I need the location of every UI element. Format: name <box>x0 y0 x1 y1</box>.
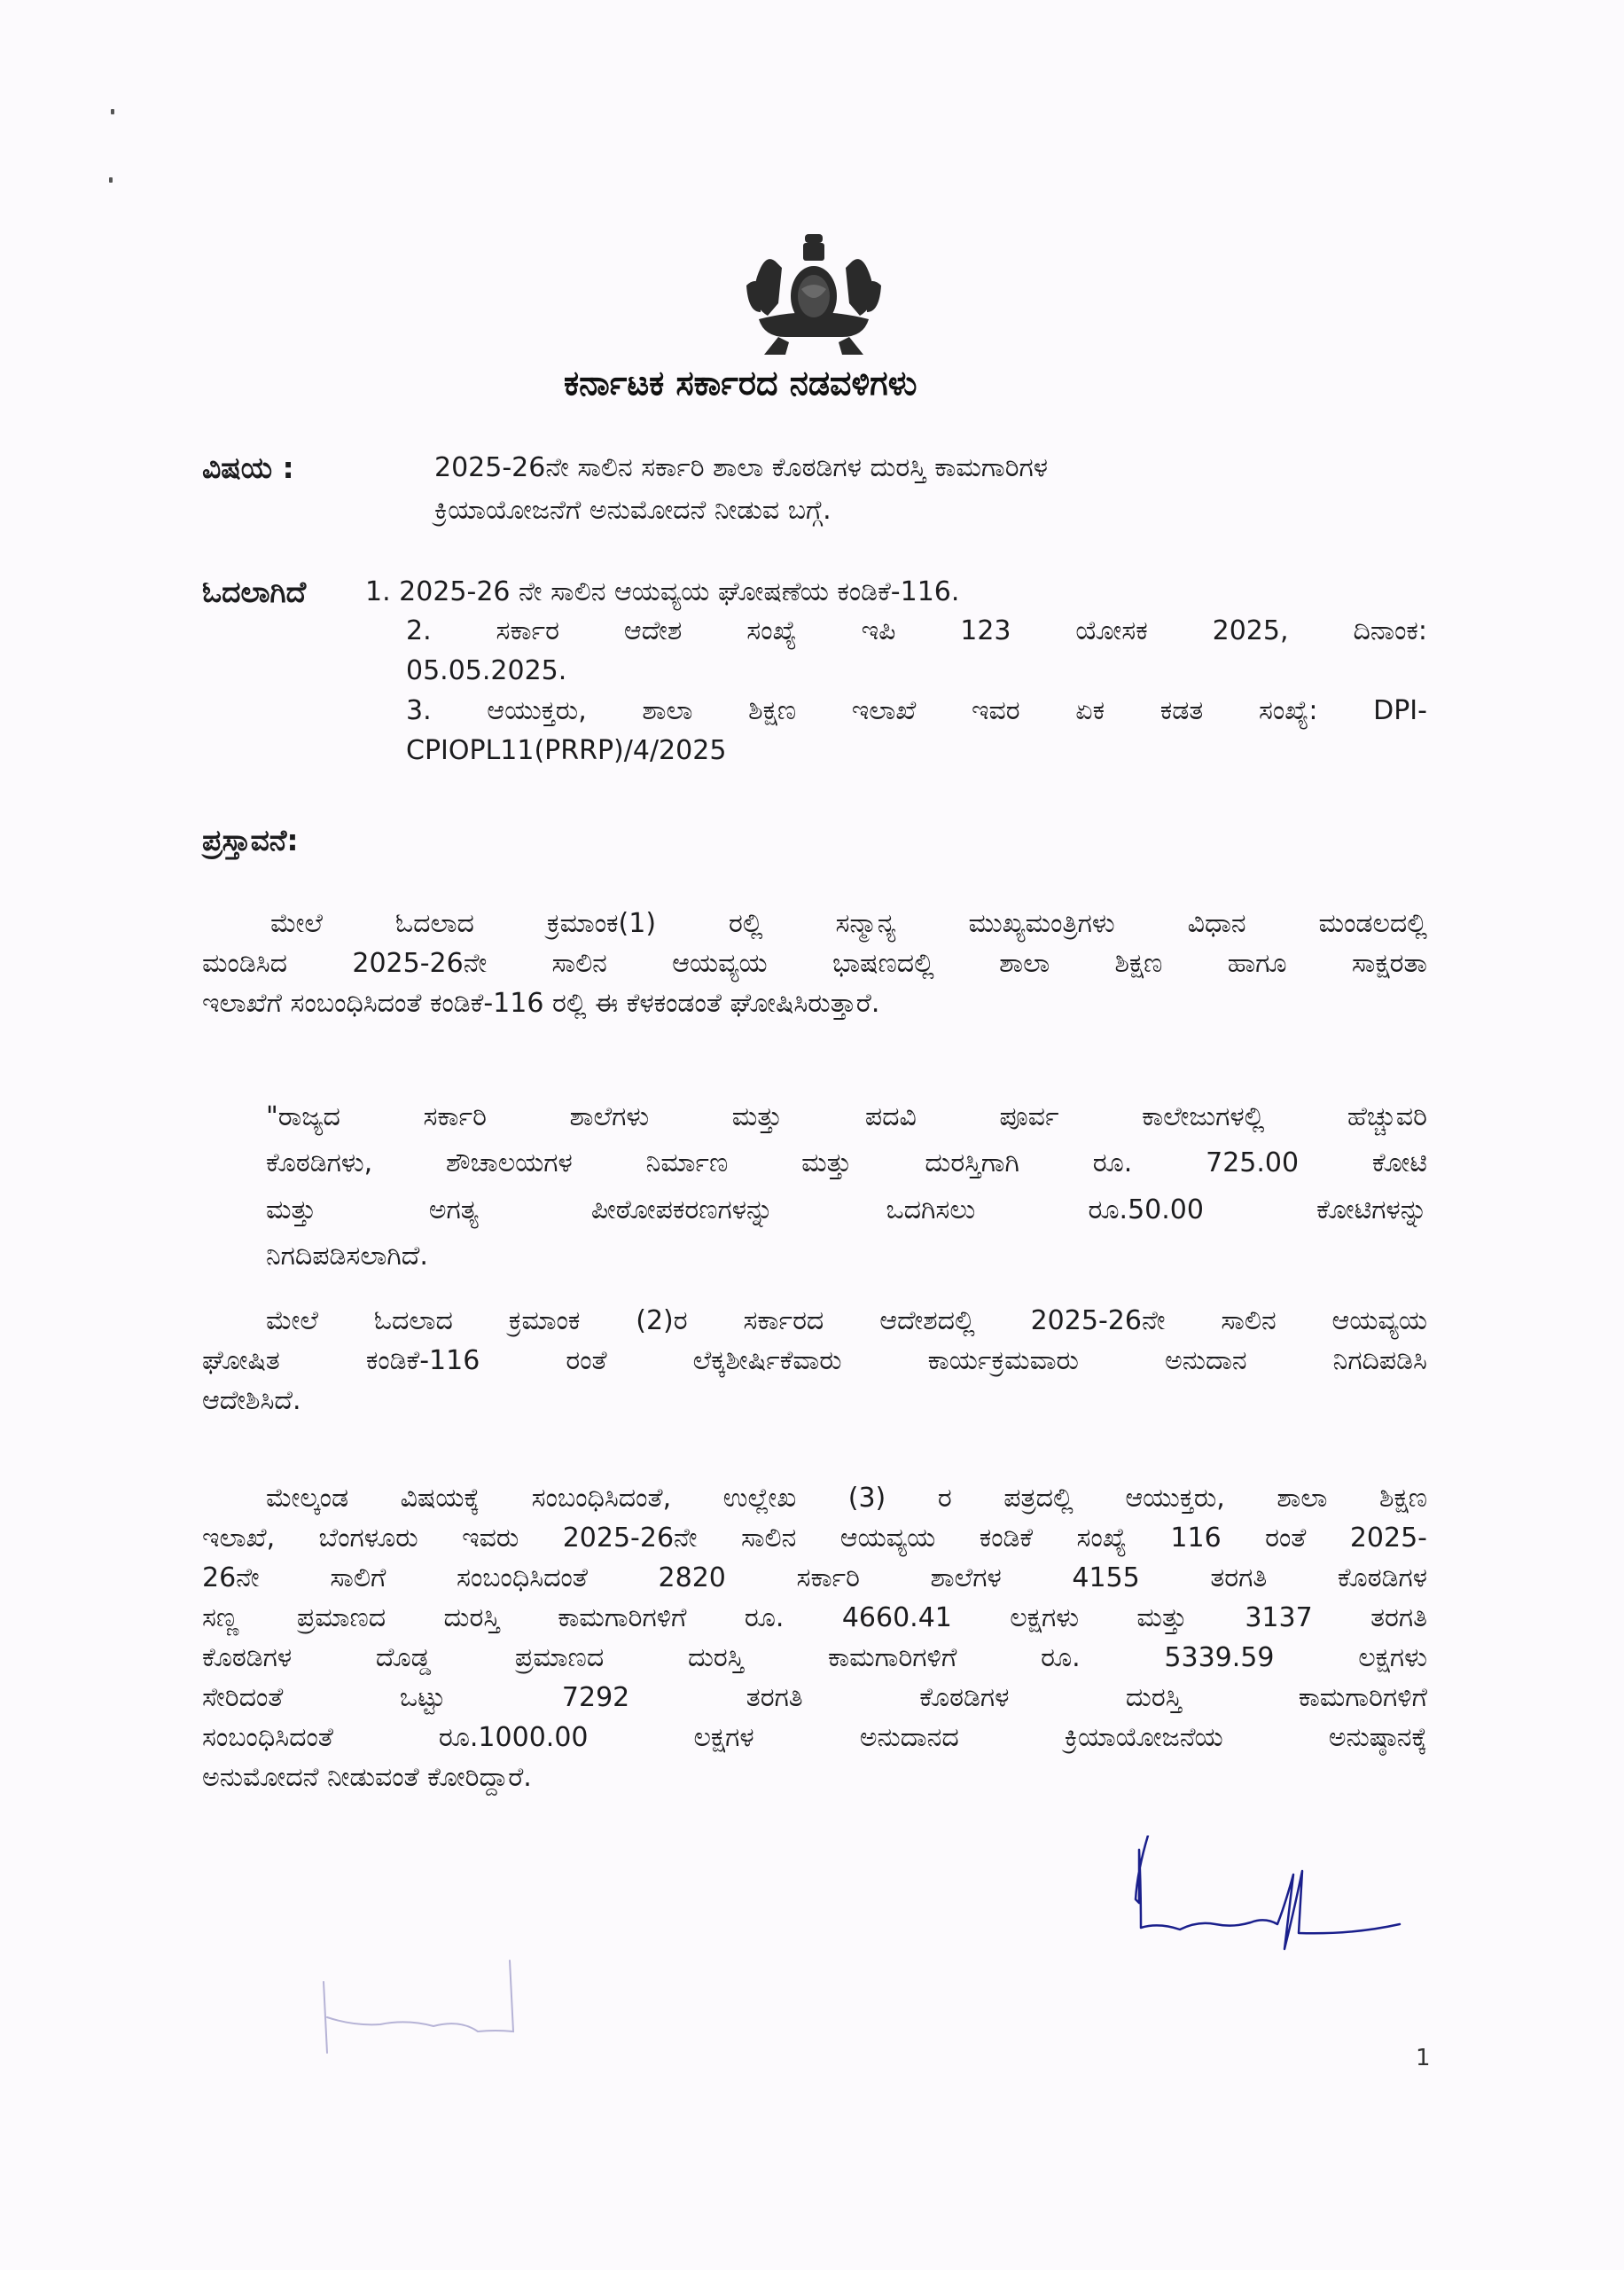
initials-mark-icon <box>315 1946 527 2062</box>
preamble-heading: ಪ್ರಸ್ತಾವನೆ: <box>202 823 299 857</box>
signature-icon <box>1113 1836 1449 1969</box>
page-number: 1 <box>1416 2045 1431 2071</box>
paragraph-line: ಮೇಲೆ ಓದಲಾದ ಕ್ರಮಾಂಕ (2)ರ ಸರ್ಕಾರದ ಆದೇಶದಲ್ಲಿ 2025-26ನೇ ಸಾಲಿನ ಆಯವ್ಯಯ <box>266 1305 1427 1336</box>
quote-line: ಮತ್ತು ಅಗತ್ಯ ಪೀಠೋಪಕರಣಗಳನ್ನು ಒದಗಿಸಲು ರೂ.50.00 ಕೋಟಿಗಳನ್ನು <box>266 1194 1427 1225</box>
document-heading: ಕರ್ನಾಟಕ ಸರ್ಕಾರದ ನಡವಳಿಗಳು <box>564 364 917 403</box>
paragraph-line: ಸಂಬಂಧಿಸಿದಂತೆ ರೂ.1000.00 ಲಕ್ಷಗಳ ಅನುದಾನದ ಕ್ರಿಯಾಯೋಜನೆಯ ಅನುಷ್ಠಾನಕ್ಕೆ <box>202 1722 1427 1753</box>
quote-line: ಕೊಠಡಿಗಳು, ಶೌಚಾಲಯಗಳ ನಿರ್ಮಾಣ ಮತ್ತು ದುರಸ್ತಿಗಾಗಿ ರೂ. 725.00 ಕೋಟಿ <box>266 1147 1427 1178</box>
reference-line: 05.05.2025. <box>406 655 567 686</box>
reference-line: 1. 2025-26 ನೇ ಸಾಲಿನ ಆಯವ್ಯಯ ಘೋಷಣೆಯ ಕಂಡಿಕೆ-116. <box>365 576 960 607</box>
paragraph-line: ಇಲಾಖೆ, ಬೆಂಗಳೂರು ಇವರು 2025-26ನೇ ಸಾಲಿನ ಆಯವ್ಯಯ ಕಂಡಿಕೆ ಸಂಖ್ಯೆ 116 ರಂತೆ 2025- <box>202 1522 1427 1554</box>
reference-line: CPIOPL11(PRRP)/4/2025 <box>406 735 727 766</box>
subject-line: 2025-26ನೇ ಸಾಲಿನ ಸರ್ಕಾರಿ ಶಾಲಾ ಕೊಠಡಿಗಳ ದುರಸ್ತಿ ಕಾಮಗಾರಿಗಳ <box>434 452 1049 483</box>
references-label: ಓದಲಾಗಿದೆ <box>202 575 307 609</box>
paragraph-line: ಸೇರಿದಂತೆ ಒಟ್ಟು 7292 ತರಗತಿ ಕೊಠಡಿಗಳ ದುರಸ್ತಿ ಕಾಮಗಾರಿಗಳಿಗೆ <box>202 1682 1427 1713</box>
quote-line: ನಿಗದಿಪಡಿಸಲಾಗಿದೆ. <box>266 1241 428 1272</box>
subject-line: ಕ್ರಿಯಾಯೋಜನೆಗೆ ಅನುಮೋದನೆ ನೀಡುವ ಬಗ್ಗೆ. <box>434 495 832 526</box>
paragraph-line: ಮೇಲೆ ಓದಲಾದ ಕ್ರಮಾಂಕ(1) ರಲ್ಲಿ ಸನ್ಮಾನ್ಯ ಮುಖ್ಯಮಂತ್ರಿಗಳು ವಿಧಾನ ಮಂಡಲದಲ್ಲಿ <box>270 908 1427 939</box>
state-emblem-icon <box>743 232 885 364</box>
punch-mark <box>111 109 114 114</box>
paragraph-line: ಘೋಷಿತ ಕಂಡಿಕೆ-116 ರಂತೆ ಲೆಕ್ಕಶೀರ್ಷಿಕೆವಾರು ಕಾರ್ಯಕ್ರಮವಾರು ಅನುದಾನ ನಿಗದಿಪಡಿಸಿ <box>202 1345 1427 1376</box>
paragraph-line: ಕೊಠಡಿಗಳ ದೊಡ್ಡ ಪ್ರಮಾಣದ ದುರಸ್ತಿ ಕಾಮಗಾರಿಗಳಿಗೆ ರೂ. 5339.59 ಲಕ್ಷಗಳು <box>202 1642 1427 1673</box>
reference-line: 3. ಆಯುಕ್ತರು, ಶಾಲಾ ಶಿಕ್ಷಣ ಇಲಾಖೆ ಇವರ ಏಕ ಕಡತ ಸಂಖ್ಯೆ: DPI- <box>406 695 1427 726</box>
paragraph-line: 26ನೇ ಸಾಲಿಗೆ ಸಂಬಂಧಿಸಿದಂತೆ 2820 ಸರ್ಕಾರಿ ಶಾಲೆಗಳ 4155 ತರಗತಿ ಕೊಠಡಿಗಳ <box>202 1562 1427 1593</box>
punch-mark <box>109 177 113 183</box>
paragraph-line: ಮೇಲ್ಕಂಡ ವಿಷಯಕ್ಕೆ ಸಂಬಂಧಿಸಿದಂತೆ, ಉಲ್ಲೇಖ (3) ರ ಪತ್ರದಲ್ಲಿ ಆಯುಕ್ತರು, ಶಾಲಾ ಶಿಕ್ಷಣ <box>266 1483 1427 1514</box>
paragraph-line: ಇಲಾಖೆಗೆ ಸಂಬಂಧಿಸಿದಂತೆ ಕಂಡಿಕೆ-116 ರಲ್ಲಿ ಈ ಕೆಳಕಂಡಂತೆ ಘೋಷಿಸಿರುತ್ತಾರೆ. <box>202 988 880 1019</box>
paragraph-line: ಅನುಮೋದನೆ ನೀಡುವಂತೆ ಕೋರಿದ್ದಾರೆ. <box>202 1762 532 1793</box>
subject-label: ವಿಷಯ : <box>202 450 294 485</box>
quote-line: "ರಾಜ್ಯದ ಸರ್ಕಾರಿ ಶಾಲೆಗಳು ಮತ್ತು ಪದವಿ ಪೂರ್ವ ಕಾಲೇಜುಗಳಲ್ಲಿ ಹೆಚ್ಚುವರಿ <box>266 1101 1427 1132</box>
reference-line: 2. ಸರ್ಕಾರ ಆದೇಶ ಸಂಖ್ಯೆ ಇಪಿ 123 ಯೋಸಕ 2025, ದಿನಾಂಕ: <box>406 615 1427 646</box>
paragraph-line: ಸಣ್ಣ ಪ್ರಮಾಣದ ದುರಸ್ತಿ ಕಾಮಗಾರಿಗಳಿಗೆ ರೂ. 4660.41 ಲಕ್ಷಗಳು ಮತ್ತು 3137 ತರಗತಿ <box>202 1602 1427 1633</box>
paragraph-line: ಮಂಡಿಸಿದ 2025-26ನೇ ಸಾಲಿನ ಆಯವ್ಯಯ ಭಾಷಣದಲ್ಲಿ ಶಾಲಾ ಶಿಕ್ಷಣ ಹಾಗೂ ಸಾಕ್ಷರತಾ <box>202 948 1427 979</box>
paragraph-line: ಆದೇಶಿಸಿದೆ. <box>202 1385 301 1416</box>
